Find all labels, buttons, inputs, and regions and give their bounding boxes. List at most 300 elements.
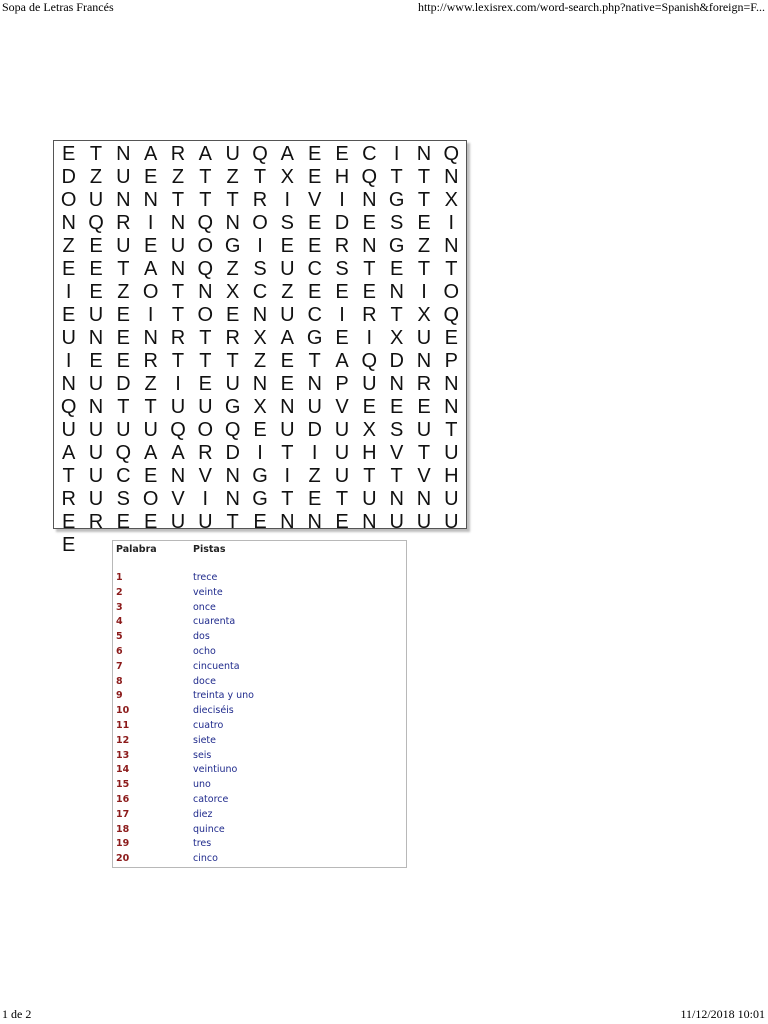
grid-cell[interactable]: I — [284, 465, 291, 487]
grid-cell[interactable]: T — [417, 258, 431, 280]
grid-cell[interactable]: T — [417, 442, 431, 464]
grid-cell[interactable]: U — [116, 235, 131, 257]
grid-cell[interactable]: A — [335, 350, 349, 372]
grid-cell[interactable]: Q — [60, 396, 77, 418]
grid-cell[interactable]: Q — [361, 350, 378, 372]
grid-cell[interactable]: N — [389, 373, 404, 395]
grid-cell[interactable]: N — [444, 373, 459, 395]
grid-cell[interactable]: I — [311, 442, 318, 464]
grid-cell[interactable]: N — [143, 327, 158, 349]
grid-cell[interactable]: N — [416, 143, 432, 165]
grid-cell[interactable]: G — [252, 488, 268, 510]
grid-cell[interactable]: T — [308, 350, 321, 372]
grid-cell[interactable]: X — [253, 327, 267, 349]
grid-cell[interactable]: E — [335, 327, 349, 349]
clue-number: 20 — [116, 853, 130, 865]
grid-cell[interactable]: N — [170, 212, 186, 234]
grid-cell[interactable]: E — [61, 511, 76, 533]
grid-cell[interactable]: T — [226, 189, 239, 211]
grid-cell[interactable]: E — [253, 511, 267, 533]
grid-cell[interactable]: Z — [253, 350, 267, 372]
grid-cell[interactable]: Q — [443, 304, 460, 326]
grid-cell[interactable]: O — [60, 189, 77, 211]
grid-cell[interactable]: R — [61, 488, 76, 510]
grid-cell[interactable]: E — [61, 143, 76, 165]
clue-row — [113, 764, 406, 779]
grid-cell[interactable]: U — [170, 235, 186, 257]
grid-cell[interactable]: I — [421, 281, 427, 303]
print-timestamp: 11/12/2018 10:01 — [680, 1007, 765, 1021]
grid-cell[interactable]: E — [307, 281, 322, 303]
grid-cell[interactable]: R — [170, 327, 186, 349]
grid-cell[interactable]: Z — [62, 235, 75, 257]
grid-cell[interactable]: E — [307, 166, 322, 188]
grid-cell[interactable]: E — [116, 511, 130, 533]
grid-cell[interactable]: V — [171, 488, 185, 510]
grid-cell[interactable]: U — [362, 373, 377, 395]
grid-cell[interactable]: Z — [281, 281, 294, 303]
grid-cell[interactable]: I — [448, 212, 455, 234]
grid-cell[interactable]: S — [280, 212, 294, 234]
grid-cell[interactable]: E — [116, 350, 130, 372]
grid-cell[interactable]: U — [198, 511, 213, 533]
grid-cell[interactable]: R — [362, 304, 377, 326]
grid-cell[interactable]: U — [280, 304, 295, 326]
grid-cell[interactable]: C — [307, 258, 322, 280]
grid-cell[interactable]: U — [416, 419, 432, 441]
grid-cell[interactable]: H — [334, 166, 350, 188]
grid-cell[interactable]: I — [257, 442, 263, 464]
clue-row — [113, 824, 406, 839]
grid-cell[interactable]: E — [61, 534, 76, 556]
clue-text: seis — [193, 749, 212, 761]
grid-cell[interactable]: Q — [361, 166, 378, 188]
grid-cell[interactable]: R — [252, 189, 268, 211]
grid-cell[interactable]: U — [416, 327, 432, 349]
clue-text: once — [193, 601, 216, 613]
grid-cell[interactable]: N — [170, 465, 186, 487]
grid-cell[interactable]: U — [143, 419, 158, 441]
grid-cell[interactable]: N — [225, 465, 240, 487]
grid-cell[interactable]: D — [334, 212, 350, 234]
grid-cell[interactable]: E — [335, 281, 349, 303]
grid-cell[interactable]: N — [416, 350, 432, 372]
grid-cell[interactable]: P — [335, 373, 349, 395]
grid-cell[interactable]: T — [417, 166, 431, 188]
grid-cell[interactable]: U — [116, 166, 131, 188]
grid-cell[interactable]: T — [199, 189, 212, 211]
grid-cell[interactable]: O — [142, 488, 159, 510]
clue-text: veintiuno — [193, 764, 238, 776]
grid-cell[interactable]: R — [116, 212, 131, 234]
grid-cell[interactable]: N — [416, 488, 432, 510]
grid-cell[interactable]: U — [444, 442, 459, 464]
clue-row — [113, 735, 406, 750]
grid-cell[interactable]: S — [389, 419, 404, 441]
grid-cell[interactable]: A — [280, 143, 294, 165]
grid-cell[interactable]: I — [65, 281, 72, 303]
grid-cell[interactable]: U — [225, 143, 240, 165]
grid-cell[interactable]: T — [144, 396, 157, 418]
clue-row — [113, 616, 406, 631]
grid-cell[interactable]: E — [389, 258, 404, 280]
grid-cell[interactable]: I — [147, 304, 154, 326]
grid-cell[interactable]: A — [198, 143, 212, 165]
clue-text: dieciséis — [193, 705, 234, 717]
grid-cell[interactable]: U — [198, 396, 213, 418]
grid-cell[interactable]: Z — [117, 281, 130, 303]
grid-cell[interactable]: U — [225, 373, 240, 395]
clue-number: 2 — [116, 586, 123, 598]
grid-cell[interactable]: E — [89, 350, 103, 372]
clue-text: diez — [193, 808, 213, 820]
grid-cell[interactable]: T — [335, 488, 349, 510]
grid-cell[interactable]: E — [89, 235, 103, 257]
clue-list — [113, 572, 406, 868]
grid-cell[interactable]: T — [226, 511, 239, 533]
grid-cell[interactable]: E — [417, 212, 431, 234]
grid-cell[interactable]: U — [280, 258, 295, 280]
grid-cell[interactable]: X — [253, 396, 267, 418]
clue-text: treinta y uno — [193, 690, 254, 702]
grid-cell[interactable]: U — [170, 511, 186, 533]
grid-cell[interactable]: E — [307, 212, 322, 234]
grid-cell[interactable]: C — [362, 143, 377, 165]
grid-cell[interactable]: E — [335, 511, 349, 533]
grid-cell[interactable]: T — [281, 442, 294, 464]
grid-cell[interactable]: I — [202, 488, 209, 510]
grid-cell[interactable]: T — [445, 258, 458, 280]
grid-cell[interactable]: C — [252, 281, 268, 303]
grid-cell[interactable]: N — [225, 212, 240, 234]
grid-cell[interactable]: G — [252, 465, 268, 487]
grid-cell[interactable]: Q — [88, 212, 104, 234]
grid-cell[interactable]: G — [306, 327, 323, 349]
grid-cell[interactable]: N — [252, 304, 268, 326]
grid-cell[interactable]: E — [280, 373, 294, 395]
grid-cell[interactable]: Q — [197, 212, 214, 234]
grid-cell[interactable]: E — [307, 235, 322, 257]
grid-cell[interactable]: S — [253, 258, 267, 280]
grid-cell[interactable]: E — [198, 373, 212, 395]
grid-cell[interactable]: A — [61, 442, 76, 464]
grid-cell[interactable]: X — [280, 166, 294, 188]
grid-cell[interactable]: D — [307, 419, 322, 441]
grid-cell[interactable]: Q — [443, 143, 460, 165]
grid-cell[interactable]: T — [199, 327, 212, 349]
grid-cell[interactable]: S — [116, 488, 130, 510]
grid-cell[interactable]: T — [417, 189, 431, 211]
grid-cell[interactable]: T — [199, 166, 212, 188]
grid-cell[interactable]: E — [280, 235, 294, 257]
grid-cell[interactable]: N — [362, 235, 377, 257]
grid-cell[interactable]: U — [88, 465, 104, 487]
clue-number: 4 — [116, 616, 123, 628]
grid-cell[interactable]: Z — [171, 166, 185, 188]
grid-cell[interactable]: A — [280, 327, 294, 349]
grid-cell[interactable]: E — [362, 281, 376, 303]
grid-cell[interactable]: U — [444, 511, 459, 533]
grid-cell[interactable]: U — [334, 465, 350, 487]
grid-cell[interactable]: O — [252, 212, 268, 234]
clue-number: 11 — [116, 719, 130, 731]
grid-cell[interactable]: S — [335, 258, 349, 280]
grid-cell[interactable]: Q — [170, 419, 186, 441]
grid-cell[interactable]: U — [88, 442, 104, 464]
clue-row — [113, 794, 406, 809]
clue-text: cuarenta — [193, 616, 236, 628]
clue-number: 9 — [116, 690, 123, 702]
grid-cell[interactable]: E — [335, 143, 349, 165]
grid-cell[interactable]: X — [444, 189, 458, 211]
grid-cell[interactable]: U — [334, 419, 350, 441]
grid-cell[interactable]: N — [61, 373, 76, 395]
grid-cell[interactable]: T — [62, 465, 75, 487]
grid-cell[interactable]: U — [416, 511, 432, 533]
grid-cell[interactable]: R — [416, 373, 432, 395]
grid-cell[interactable]: N — [252, 373, 268, 395]
grid-cell[interactable]: H — [444, 465, 459, 487]
grid-cell[interactable]: E — [61, 258, 76, 280]
grid-cell[interactable]: Z — [89, 166, 103, 188]
clue-number: 10 — [116, 705, 130, 717]
grid-cell[interactable]: A — [143, 143, 158, 165]
grid-cell[interactable]: N — [444, 166, 459, 188]
grid-cell[interactable]: G — [388, 189, 405, 211]
grid-cell[interactable]: E — [417, 396, 431, 418]
grid-cell[interactable]: N — [307, 373, 322, 395]
page-title: Sopa de Letras Francés — [2, 0, 114, 14]
grid-cell[interactable]: E — [307, 488, 322, 510]
clue-row — [113, 690, 406, 705]
grid-cell[interactable]: N — [198, 281, 213, 303]
grid-cell[interactable]: I — [393, 143, 400, 165]
grid-cell[interactable]: D — [116, 373, 131, 395]
grid-cell[interactable]: U — [116, 419, 131, 441]
clue-number: 14 — [116, 764, 130, 776]
clue-row — [113, 676, 406, 691]
grid-cell[interactable]: O — [197, 419, 214, 441]
grid-cell[interactable]: N — [116, 189, 131, 211]
clue-text: quince — [193, 823, 225, 835]
grid-cell[interactable]: T — [390, 166, 403, 188]
grid-cell[interactable]: E — [389, 396, 404, 418]
grid-cell[interactable]: A — [143, 258, 158, 280]
grid-cell[interactable]: N — [444, 235, 459, 257]
grid-cell[interactable]: V — [417, 465, 431, 487]
grid-cell[interactable]: Z — [144, 373, 157, 395]
grid-cell[interactable]: N — [116, 143, 131, 165]
grid-cell[interactable]: U — [389, 511, 404, 533]
grid-cell[interactable]: E — [143, 465, 158, 487]
grid-cell[interactable]: O — [197, 235, 214, 257]
clue-row — [113, 631, 406, 646]
grid-cell[interactable]: X — [362, 419, 376, 441]
grid-cell[interactable]: V — [335, 396, 349, 418]
grid-cell[interactable]: I — [366, 327, 373, 349]
grid-cell[interactable]: G — [224, 235, 241, 257]
grid-cell[interactable]: N — [170, 258, 186, 280]
grid-cell[interactable]: E — [143, 235, 158, 257]
grid-cell[interactable]: V — [389, 442, 404, 464]
grid-cell[interactable]: N — [444, 396, 459, 418]
grid-cell[interactable]: U — [88, 419, 104, 441]
grid-cell[interactable]: N — [225, 488, 240, 510]
grid-cell[interactable]: E — [444, 327, 458, 349]
grid-cell[interactable]: R — [225, 327, 240, 349]
grid-cell[interactable]: N — [88, 327, 104, 349]
grid-cell[interactable]: E — [61, 304, 76, 326]
grid-cell[interactable]: G — [224, 396, 241, 418]
clue-row — [113, 720, 406, 735]
grid-cell[interactable]: T — [226, 350, 239, 372]
grid-cell[interactable]: D — [61, 166, 76, 188]
clue-text: trece — [193, 572, 218, 583]
grid-cell[interactable]: N — [389, 281, 404, 303]
clue-number: 13 — [116, 749, 130, 761]
grid-cell[interactable]: T — [171, 304, 185, 326]
grid-cell[interactable]: Z — [226, 258, 239, 280]
grid-cell[interactable]: Q — [197, 258, 214, 280]
grid-cell[interactable]: Z — [308, 465, 321, 487]
grid-cell[interactable]: X — [389, 327, 404, 349]
grid-cell[interactable]: A — [143, 442, 158, 464]
grid-cell[interactable]: U — [88, 189, 104, 211]
grid-cell[interactable]: Q — [224, 419, 241, 441]
grid-cell[interactable]: E — [143, 511, 158, 533]
clue-text: doce — [193, 675, 216, 687]
grid-cell[interactable]: I — [339, 304, 345, 326]
grid-cell[interactable]: U — [362, 488, 377, 510]
grid-cell[interactable]: I — [65, 350, 72, 372]
grid-cell[interactable]: R — [198, 442, 213, 464]
clue-text: cuatro — [193, 719, 224, 731]
clue-row — [113, 809, 406, 824]
grid-cell[interactable]: E — [362, 396, 376, 418]
grid-cell[interactable]: I — [257, 235, 263, 257]
grid-cell[interactable]: T — [363, 465, 376, 487]
grid-cell[interactable]: U — [444, 488, 459, 510]
grid-cell[interactable]: E — [89, 258, 103, 280]
grid-cell[interactable]: I — [339, 189, 345, 211]
grid-cell[interactable]: X — [417, 304, 431, 326]
clue-text: catorce — [193, 793, 229, 805]
grid-cell[interactable]: E — [143, 166, 158, 188]
grid-cell[interactable]: N — [61, 212, 76, 234]
grid-cell[interactable]: T — [363, 258, 376, 280]
grid-cell[interactable]: U — [170, 396, 186, 418]
grid-cell[interactable]: U — [88, 488, 104, 510]
grid-cell[interactable]: A — [171, 442, 185, 464]
grid-cell[interactable]: E — [89, 281, 103, 303]
grid-cell[interactable]: C — [116, 465, 131, 487]
grid-cell[interactable]: U — [61, 327, 76, 349]
grid-cell[interactable]: T — [171, 350, 185, 372]
clue-number: 1 — [116, 572, 123, 583]
grid-cell[interactable]: U — [334, 442, 350, 464]
grid-cell[interactable]: N — [362, 189, 377, 211]
grid-cell[interactable]: I — [147, 212, 154, 234]
grid-cell[interactable]: T — [199, 350, 212, 372]
grid-cell[interactable]: I — [175, 373, 181, 395]
grid-cell[interactable]: T — [171, 189, 185, 211]
grid-cell[interactable]: O — [443, 281, 460, 303]
grid-cell[interactable]: U — [61, 419, 76, 441]
grid-cell[interactable]: T — [117, 396, 130, 418]
grid-cell[interactable]: Z — [417, 235, 431, 257]
grid-cell[interactable]: E — [253, 419, 267, 441]
grid-cell[interactable]: I — [284, 189, 291, 211]
grid-cell[interactable]: Q — [252, 143, 268, 165]
grid-cell[interactable]: T — [89, 143, 103, 165]
grid-cell[interactable]: T — [445, 419, 458, 441]
grid-cell[interactable]: N — [307, 511, 322, 533]
clue-row — [113, 853, 406, 868]
clue-row — [113, 646, 406, 661]
grid-cell[interactable]: N — [362, 511, 377, 533]
grid-cell[interactable]: S — [389, 212, 404, 234]
grid-cell[interactable]: E — [116, 327, 130, 349]
grid-cell[interactable]: U — [307, 396, 322, 418]
grid-cell[interactable]: T — [281, 488, 294, 510]
grid-cell[interactable]: U — [88, 373, 104, 395]
grid-cell[interactable]: U — [88, 304, 104, 326]
grid-cell[interactable]: U — [280, 419, 295, 441]
column-header-word: Palabra — [116, 544, 157, 555]
grid-cell[interactable]: G — [388, 235, 405, 257]
grid-cell[interactable]: R — [88, 511, 104, 533]
grid-cell[interactable]: T — [253, 166, 267, 188]
grid-cell[interactable]: H — [362, 442, 377, 464]
grid-cell[interactable]: C — [307, 304, 322, 326]
clue-text: cincuenta — [193, 660, 240, 672]
grid-cell[interactable]: Z — [226, 166, 239, 188]
grid-cell[interactable]: N — [389, 488, 404, 510]
grid-cell[interactable]: P — [444, 350, 458, 372]
clue-number: 6 — [116, 645, 123, 657]
clue-row — [113, 705, 406, 720]
grid-cell[interactable]: Q — [115, 442, 132, 464]
grid-cell[interactable]: N — [88, 396, 104, 418]
clue-text: siete — [193, 734, 217, 746]
grid-cell[interactable]: O — [142, 281, 159, 303]
grid-cell[interactable]: V — [307, 189, 322, 211]
grid-cell[interactable]: D — [389, 350, 404, 372]
grid-cell[interactable]: R — [334, 235, 350, 257]
grid-cell[interactable]: N — [143, 189, 158, 211]
grid-cell[interactable]: E — [225, 304, 240, 326]
grid-cell[interactable]: E — [362, 212, 376, 234]
grid-cell[interactable]: O — [197, 304, 214, 326]
grid-cell[interactable]: V — [198, 465, 212, 487]
grid-cell[interactable]: X — [225, 281, 240, 303]
grid-cell[interactable]: T — [390, 465, 403, 487]
clue-number: 7 — [116, 660, 123, 672]
grid-cell[interactable]: T — [390, 304, 403, 326]
grid-cell[interactable]: R — [170, 143, 186, 165]
clue-table — [112, 540, 407, 868]
grid-cell[interactable]: E — [280, 350, 294, 372]
grid-cell[interactable]: N — [280, 396, 295, 418]
grid-cell[interactable]: T — [117, 258, 130, 280]
grid-cell[interactable]: E — [307, 143, 322, 165]
grid-cell[interactable]: N — [280, 511, 295, 533]
grid-cell[interactable]: R — [143, 350, 158, 372]
clue-text: tres — [193, 838, 212, 850]
grid-cell[interactable]: E — [116, 304, 130, 326]
grid-cell[interactable]: D — [225, 442, 240, 464]
grid-cell[interactable]: T — [171, 281, 185, 303]
